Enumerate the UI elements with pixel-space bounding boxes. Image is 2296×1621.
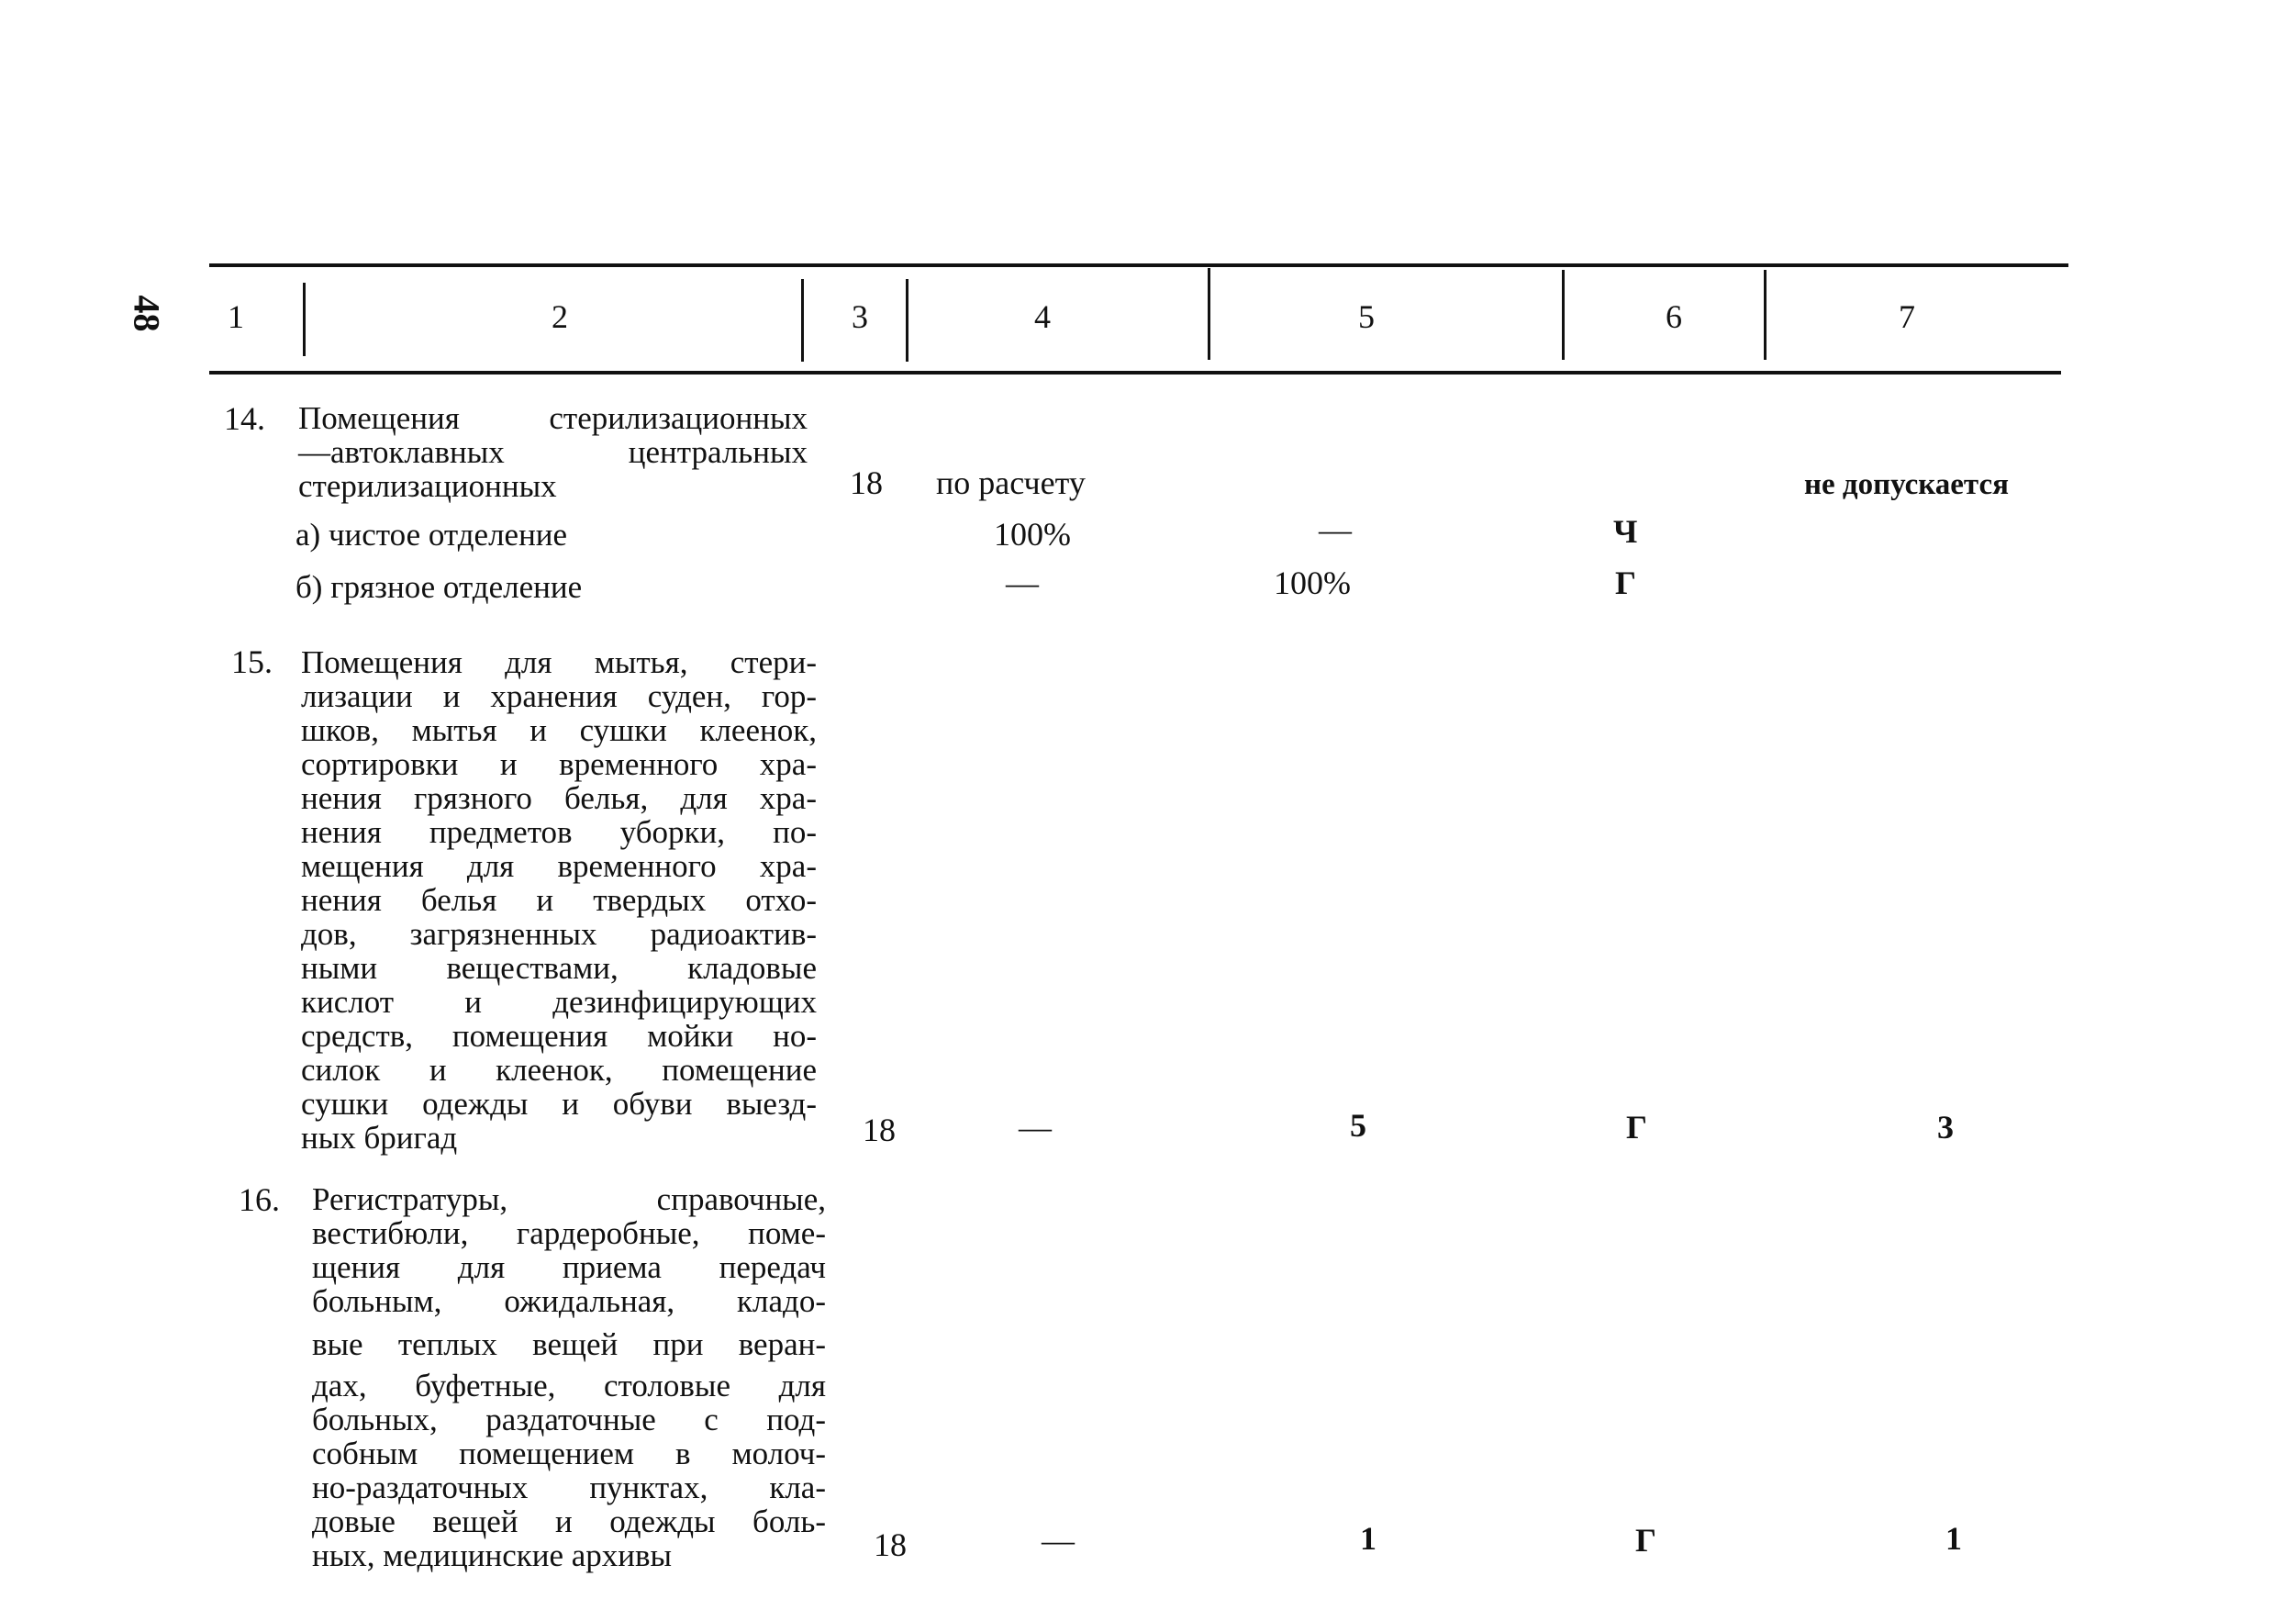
table-top-rule: [209, 263, 2068, 267]
row-description: [298, 401, 808, 503]
description-line: ных, медицинские архивы: [312, 1537, 673, 1573]
row-number: 16.: [239, 1181, 280, 1218]
cell-col6: Г: [1615, 565, 1636, 601]
column-header-2: 2: [552, 298, 568, 335]
description-line: стерилизационных: [298, 468, 557, 504]
subitem-label: б) грязное отделение: [295, 569, 583, 605]
header-divider: [1764, 270, 1767, 360]
column-header-5: 5: [1358, 298, 1375, 335]
column-header-6: 6: [1666, 298, 1682, 335]
cell-col4: —: [1006, 565, 1039, 601]
cell-col7: не допускается: [1804, 468, 2010, 501]
description-line: мещения для временного хра-: [301, 848, 817, 884]
description-line: сортировки и временного хра-: [301, 746, 817, 782]
description-line: —автоклавных центральных: [298, 434, 808, 470]
description-line: вестибюли, гардеробные, поме-: [312, 1215, 826, 1251]
description-line: дах, буфетные, столовые для: [312, 1368, 826, 1403]
header-divider: [303, 283, 306, 356]
description-line: больных, раздаточные с под-: [312, 1402, 826, 1437]
description-line: лизации и хранения суден, гор-: [301, 678, 817, 714]
cell-col4: 100%: [994, 516, 1071, 553]
cell-col3: 18: [863, 1112, 896, 1148]
description-line: больным, ожидальная, кладо-: [312, 1283, 826, 1319]
description-line: средств, помещения мойки но-: [301, 1018, 817, 1054]
description-line: довые вещей и одежды боль-: [312, 1504, 826, 1539]
cell-col4: по расчету: [936, 464, 1086, 501]
cell-col3: 18: [874, 1526, 907, 1563]
cell-col6: Г: [1635, 1522, 1656, 1559]
description-line: Помещения стерилизационных: [298, 400, 808, 436]
description-line: собным помещением в молоч-: [312, 1436, 826, 1471]
description-line: Помещения для мытья, стери-: [301, 644, 817, 680]
description-line: нения грязного белья, для хра-: [301, 780, 817, 816]
cell-col5: —: [1319, 511, 1352, 548]
column-header-7: 7: [1899, 298, 1915, 335]
description-line: сушки одежды и обуви выезд-: [301, 1086, 817, 1122]
description-line: вые теплых вещей при веран-: [312, 1326, 826, 1362]
subitem-label: а) чистое отделение: [295, 517, 568, 553]
cell-col4: —: [1042, 1522, 1075, 1559]
description-line: дов, загрязненных радиоактив-: [301, 916, 817, 952]
description-line: но-раздаточных пунктах, кла-: [312, 1470, 826, 1505]
header-divider: [1208, 268, 1210, 360]
description-line: шков, мытья и сушки клеенок,: [301, 712, 817, 748]
description-line: ными веществами, кладовые: [301, 950, 817, 986]
description-line: ных бригад: [301, 1120, 458, 1156]
cell-col5: 100%: [1274, 565, 1351, 601]
page-number: 48: [126, 295, 168, 332]
header-divider: [1562, 270, 1565, 360]
description-line: нения предметов уборки, по-: [301, 814, 817, 850]
description-line: кислот и дезинфицирующих: [301, 984, 817, 1020]
cell-col7: 1: [1945, 1520, 1962, 1557]
cell-col6: Ч: [1613, 513, 1638, 550]
description-line: Регистратуры, справочные,: [312, 1181, 826, 1217]
cell-col6: Г: [1626, 1109, 1647, 1146]
row-number: 15.: [231, 643, 273, 680]
column-header-1: 1: [228, 298, 244, 335]
cell-col5: 5: [1350, 1107, 1366, 1144]
header-divider: [906, 279, 908, 362]
cell-col7: 3: [1937, 1109, 1954, 1146]
row-number: 14.: [224, 400, 265, 437]
description-line: силок и клеенок, помещение: [301, 1052, 817, 1088]
row-description: [301, 645, 817, 1155]
cell-col5: 1: [1360, 1520, 1376, 1557]
row-description: [312, 1182, 826, 1572]
table-header-bottom-rule: [209, 371, 2061, 375]
header-divider: [801, 279, 804, 362]
cell-col4: —: [1019, 1109, 1052, 1146]
column-header-4: 4: [1034, 298, 1051, 335]
cell-col3: 18: [850, 464, 883, 501]
column-header-3: 3: [852, 298, 868, 335]
description-line: щения для приема передач: [312, 1249, 826, 1285]
description-line: нения белья и твердых отхо-: [301, 882, 817, 918]
